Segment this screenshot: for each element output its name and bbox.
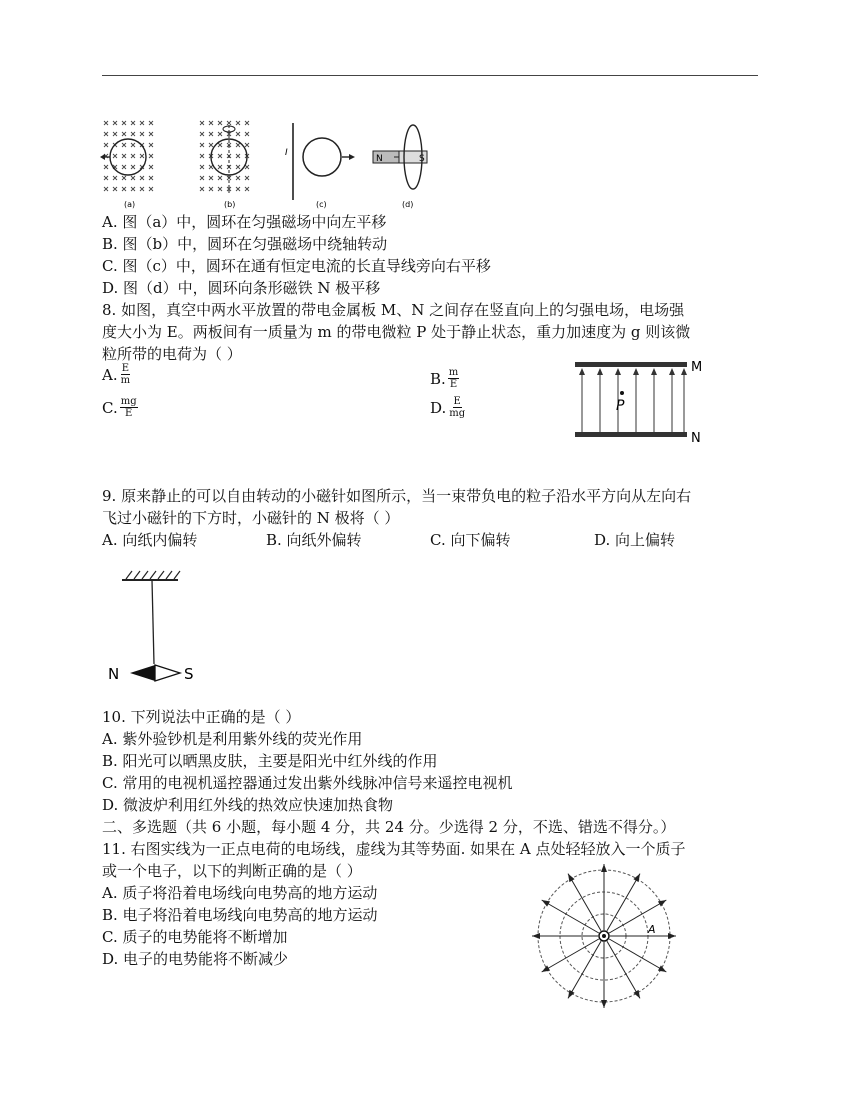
q11-stem-line-2: 或一个电子，以下的判断正确的是（ ） (102, 862, 362, 880)
q10-option-d: D. 微波炉利用红外线的热效应快速加热食物 (102, 796, 394, 814)
q9-stem-line-2: 飞过小磁针的下方时，小磁针的 N 极将（ ） (102, 509, 400, 527)
needle-s-label: S (184, 665, 194, 683)
label-b: (b) (224, 200, 236, 209)
label-a: (a) (124, 200, 136, 209)
q10-option-b: B. 阳光可以晒黑皮肤，主要是阳光中红外线的作用 (102, 752, 438, 770)
q8-option-b-den: E (449, 379, 458, 390)
q9-option-a: A. 向纸内偏转 (102, 531, 198, 549)
thread (152, 580, 154, 664)
q11-option-b: B. 电子将沿着电场线向电势高的地方运动 (102, 906, 378, 924)
q8-option-a-den: m (120, 375, 131, 386)
magnet-n-label: N (376, 154, 383, 164)
ceiling-hatch (126, 571, 180, 579)
q8-option-b-num: m (448, 367, 459, 378)
q10-stem: 10. 下列说法中正确的是（ ） (102, 708, 301, 726)
panel-a (100, 121, 153, 191)
q7-option-a: A. 图（a）中，圆环在匀强磁场中向左平移 (102, 213, 387, 231)
q9-figure (100, 568, 260, 698)
q8-stem-line-2: 度大小为 E。两板间有一质量为 m 的带电微粒 P 处于静止状态，重力加速度为 g 则该微 (102, 323, 691, 341)
needle-n-half (130, 665, 155, 681)
q7-option-c: C. 图（c）中，圆环在通有恒定电流的长直导线旁向右平移 (102, 257, 491, 275)
field-lines (579, 368, 687, 432)
q11-option-d: D. 电子的电势能将不断减少 (102, 950, 289, 968)
header-rule (102, 75, 758, 76)
q7-option-b: B. 图（b）中，圆环在匀强磁场中绕轴转动 (102, 235, 388, 253)
needle-s-half (155, 665, 180, 681)
q7-option-d: D. 图（d）中，圆环向条形磁铁 N 极平移 (102, 279, 381, 297)
q9-option-d: D. 向上偏转 (594, 531, 676, 549)
needle-n-label: N (108, 665, 120, 683)
q8-option-d: D. $\frac{E}{mg}$ (430, 396, 466, 419)
q11-stem-line-1: 11. 右图实线为一正点电荷的电场线，虚线为其等势面. 如果在 A 点处轻轻放入一个质子 (102, 840, 686, 858)
panel-b (200, 121, 249, 195)
q9-option-b: B. 向纸外偏转 (266, 531, 362, 549)
particle-dot (620, 391, 624, 395)
q11-option-a: A. 质子将沿着电场线向电势高的地方运动 (102, 884, 378, 902)
plate-m-label: M (691, 360, 703, 375)
q8-option-b: B. $\frac{m}{E}$ (430, 367, 459, 390)
current-label: I (285, 148, 288, 158)
q8-option-c-num: mg (120, 396, 137, 407)
magnet-s-label: S (419, 154, 425, 164)
q7-figure (100, 115, 445, 210)
q8-option-c: C. $\frac{mg}{E}$ (102, 396, 137, 419)
q8-option-a: A. $\frac{E}{m}$ (102, 363, 131, 386)
plate-n-label: N (691, 431, 701, 446)
plate-n (575, 432, 687, 437)
section-2-heading: 二、多选题（共 6 小题，每小题 4 分，共 24 分。少选得 2 分，不选、错选不得分。） (102, 818, 676, 836)
q8-option-d-den: mg (449, 408, 466, 419)
q9-option-c: C. 向下偏转 (430, 531, 511, 549)
label-d: (d) (402, 200, 414, 209)
particle-label: P (616, 398, 625, 414)
q8-option-c-den: E (125, 408, 133, 419)
q10-option-a: A. 紫外验钞机是利用紫外线的荧光作用 (102, 730, 363, 748)
label-c: (c) (316, 200, 327, 209)
q8-option-a-num: E (121, 363, 129, 374)
q11-option-c: C. 质子的电势能将不断增加 (102, 928, 288, 946)
q9-stem-line-1: 9. 原来静止的可以自由转动的小磁针如图所示，当一束带负电的粒子沿水平方向从左向右 (102, 487, 692, 505)
q11-figure (532, 862, 682, 1012)
panel-c (285, 123, 355, 200)
q8-stem-line-3: 粒所带的电荷为（ ） (102, 345, 242, 363)
point-a-label: A (648, 923, 656, 936)
panel-d (373, 125, 427, 189)
q8-figure (570, 358, 715, 446)
q10-option-c: C. 常用的电视机遥控器通过发出紫外线脉冲信号来遥控电视机 (102, 774, 513, 792)
q8-stem-line-1: 8. 如图，真空中两水平放置的带电金属板 M、N 之间存在竖直向上的匀强电场，电场强 (102, 301, 685, 319)
q8-option-d-num: E (453, 396, 461, 407)
plate-m (575, 362, 687, 367)
